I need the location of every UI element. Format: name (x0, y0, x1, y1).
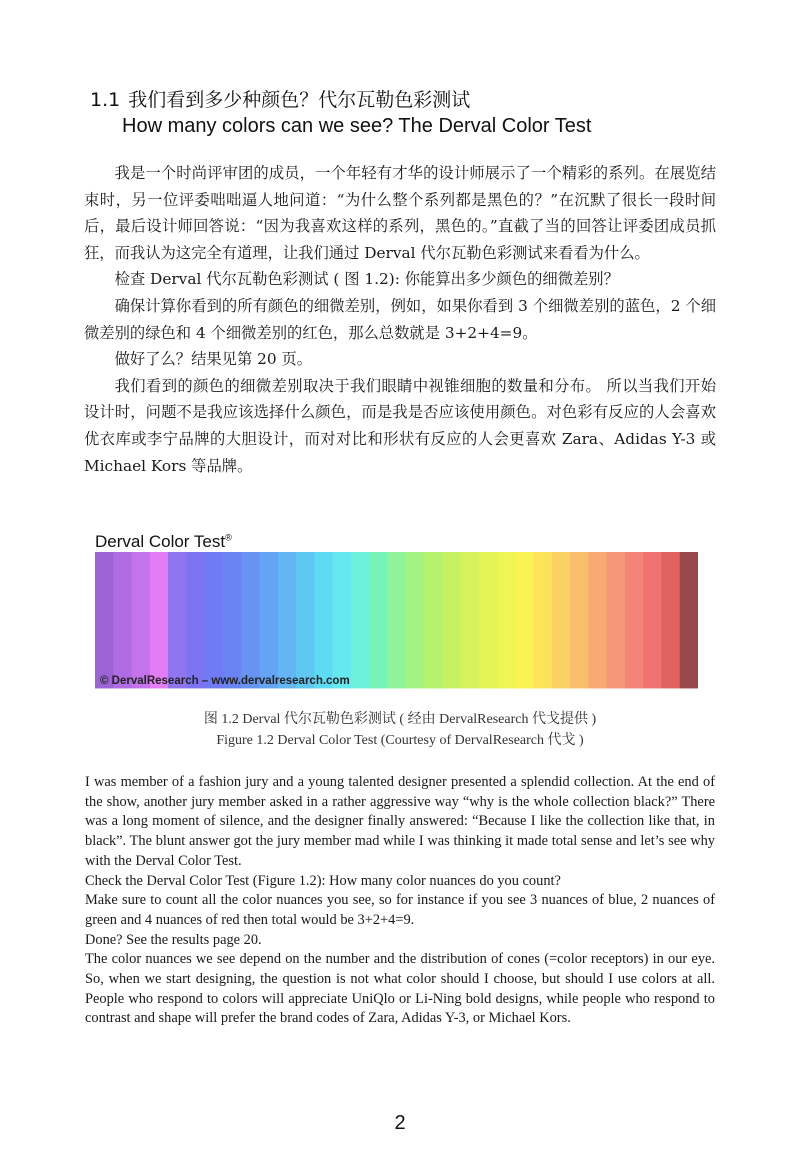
zh-paragraph: 确保计算你看到的所有颜色的细微差别，例如，如果你看到 3 个细微差别的蓝色，2 个细微差别的绿色和 4 个细微差别的红色，那么总数就是 3+2+4=9。 (84, 296, 716, 342)
figure-title (95, 532, 232, 552)
en-paragraph: Make sure to count all the color nuances you see, so for instance if you see 3 nuances of blue, 2 nuances of green and 4 nuances of red then total would be 3+2+4=9. (85, 892, 715, 928)
color-stripe (588, 552, 607, 688)
section-title-zh-text: 我们看到多少种颜色？代尔瓦勒色彩测试 (128, 89, 471, 111)
color-stripe (205, 552, 224, 688)
color-stripe (442, 552, 461, 688)
color-stripe (387, 552, 406, 688)
color-stripe (241, 552, 260, 688)
color-stripe (534, 552, 553, 688)
page-number: 2 (394, 1112, 406, 1134)
color-stripe (424, 552, 443, 688)
color-stripe (259, 552, 278, 688)
color-stripe (570, 552, 589, 688)
color-stripe (607, 552, 626, 688)
en-paragraph: Done? See the results page 20. (85, 931, 262, 948)
section-title-en: How many colors can we see? The Derval Color Test (122, 115, 592, 137)
registered-mark: ® (225, 532, 232, 543)
color-stripe (278, 552, 297, 688)
english-body (85, 773, 715, 1029)
color-test-figure (90, 528, 710, 692)
color-stripe (552, 552, 571, 688)
color-stripe (186, 552, 205, 688)
color-stripe (150, 552, 169, 688)
color-stripe (333, 552, 352, 688)
color-stripe (460, 552, 479, 688)
section-number: 1.1 (90, 89, 121, 111)
color-stripe (515, 552, 534, 688)
color-stripe (223, 552, 242, 688)
color-stripe (661, 552, 680, 688)
figure-caption-zh: 图 1.2 Derval 代尔瓦勒色彩测试 ( 经由 DervalResearch 代戈提供 ) (203, 712, 597, 727)
color-stripe (95, 552, 114, 688)
color-stripe (113, 552, 132, 688)
chinese-body (84, 160, 716, 479)
color-stripe (296, 552, 315, 688)
color-stripe (497, 552, 516, 688)
color-stripe (479, 552, 498, 688)
zh-paragraph: 做好了么？结果见第 20 页。 (114, 350, 313, 369)
section-heading (90, 86, 592, 137)
en-paragraph: Check the Derval Color Test (Figure 1.2): How many color nuances do you count? (85, 872, 561, 889)
color-stripe (132, 552, 151, 688)
en-paragraph: The color nuances we see depend on the number and the distribution of cones (=color receptors) in our eye. So, when we start designing, the question is not what color should I choose, but should I use colors at all. People who respond to colors will appreciate UniQlo or Li-Ning bold designs, while people who respond to contrast and shape will prefer the brand codes of Zara, Adidas Y-3, or Michael Kors. (85, 951, 715, 1027)
color-stripe (168, 552, 187, 688)
figure-credit: © DervalResearch – www.dervalresearch.com (100, 675, 350, 687)
figure-title-text: Derval Color Test (95, 532, 226, 551)
color-stripe (314, 552, 333, 688)
color-stripe (406, 552, 425, 688)
zh-paragraph: 我们看到的颜色的细微差别取决于我们眼睛中视锥细胞的数量和分布。 所以当我们开始设计时，问题不是我应该选择什么颜色，而是我是否应该使用颜色。对色彩有反应的人会喜欢优衣库或李宁品牌的大胆设计，而对对比和形状有反应的人会更喜欢 Zara、Adidas Y-3 或 Michael Kors 等品牌。 (84, 376, 716, 475)
figure-caption-en: Figure 1.2 Derval Color Test (Courtesy of DervalResearch 代戈 ) (216, 733, 584, 748)
en-paragraph: I was member of a fashion jury and a young talented designer presented a splendid collection. At the end of the show, another jury member asked in a rather aggressive way “why is the whole collection black?” There was a long moment of silence, and the designer finally answered: “Because I like the collection like that, in black”. The blunt answer got the jury member mad while I was thinking it made total sense and let’s see why with the Derval Color Test. (85, 774, 715, 869)
color-stripe (369, 552, 388, 688)
color-stripe (643, 552, 662, 688)
zh-paragraph: 我是一个时尚评审团的成员，一个年轻有才华的设计师展示了一个精彩的系列。在展览结束时，另一位评委咄咄逼人地问道：“为什么整个系列都是黑色的？”在沉默了很长一段时间后，最后设计师回答说：“因为我喜欢这样的系列，黑色的。”直截了当的回答让评委团成员抓狂，而我认为这完全有道理，让我们通过 Derval 代尔瓦勒色彩测试来看看为什么。 (84, 164, 716, 262)
color-stripe (680, 552, 698, 688)
section-title-zh (90, 86, 470, 114)
zh-paragraph: 检查 Derval 代尔瓦勒色彩测试 ( 图 1.2): 你能算出多少颜色的细微差别？ (114, 270, 619, 289)
color-stripe (351, 552, 370, 688)
color-stripe (625, 552, 644, 688)
